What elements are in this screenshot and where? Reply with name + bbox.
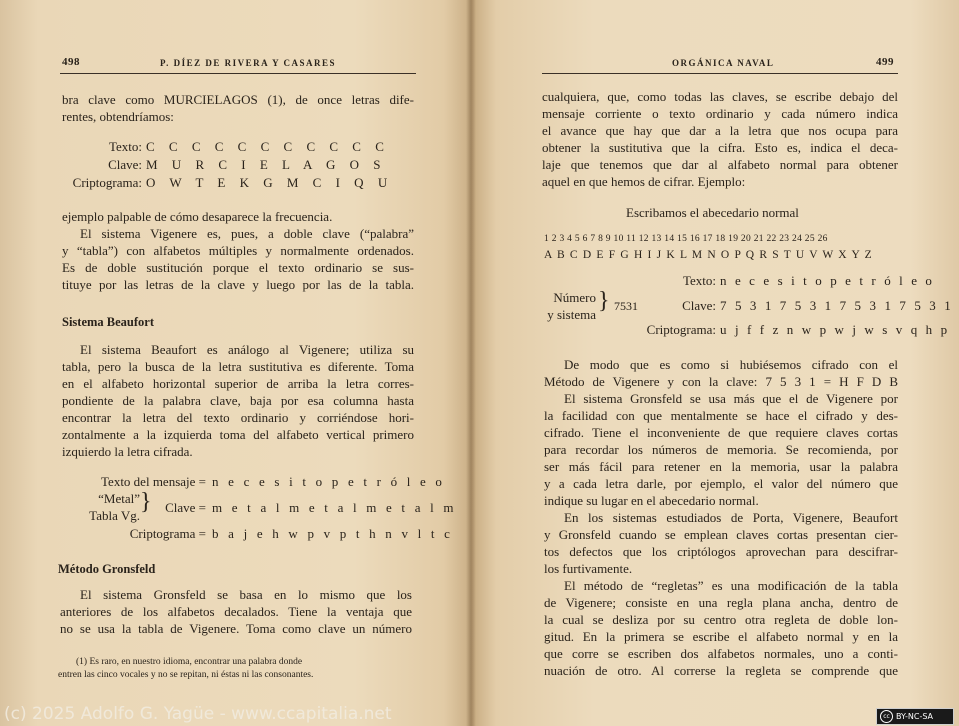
alphabet-letters: A B C D E F G H I J K L M N O P Q R S T U V W X Y Z — [544, 249, 873, 261]
example-label: Texto del mensaje = — [101, 474, 206, 489]
example-value: n e c e s i t o p e t r ó l e o — [212, 474, 446, 489]
running-head: ORGÁNICA NAVAL — [672, 58, 775, 68]
example-label: y sistema — [547, 307, 596, 322]
text-line: De modo que es como si hubiésemos cifrado con el — [564, 357, 898, 372]
example-label: Texto: — [108, 139, 142, 154]
license-badge — [876, 708, 954, 725]
example-label: Criptograma: — [646, 322, 716, 337]
text-line: El sistema Beaufort es análogo al Vigenere; utiliza su — [80, 342, 414, 357]
example-value: M U R C I E L A G O S — [146, 157, 386, 172]
text-line: Método de Vigenere y con la clave: 7 5 3 1 = H F D B — [544, 374, 898, 389]
footnote: (1) Es raro, en nuestro idioma, encontrar una palabra donde — [76, 657, 303, 667]
example-label: Número — [553, 290, 596, 305]
text-line: de Vigenere; consiste en una regla plana ancha, dentro de — [544, 595, 898, 610]
example-value: m e t a l m e t a l m e t a l m — [212, 500, 457, 515]
text-line: El sistema Gronsfeld se basa en lo mismo que los — [80, 587, 412, 602]
text-line: Es de doble sustitución porque el texto ordinario se sus- — [62, 260, 414, 275]
example-value: O W T E K G M C I Q U — [146, 175, 393, 190]
text-line: obtener la sustitutiva que la cifra. Esto es, indica el deca- — [542, 140, 898, 155]
example-value: C C C C C C C C C C C — [146, 139, 390, 154]
header-rule — [60, 73, 416, 74]
example-label: Clave = — [165, 500, 206, 515]
abecedario-title: Escribamos el abecedario normal — [626, 205, 799, 220]
text-line: ejemplo palpable de cómo desaparece la frecuencia. — [62, 209, 333, 224]
text-line: gitud. En la primera se escribe el alfabeto normal y en la — [544, 629, 898, 644]
text-line: tabla, pero la busca de la letra sustitutiva es diferente. Toma — [62, 359, 414, 374]
text-line: bra clave como MURCIELAGOS (1), de once letras dife- — [62, 92, 414, 107]
example-label: Criptograma = — [129, 526, 206, 541]
alphabet-numbers: 1 2 3 4 5 6 7 8 9 10 11 12 13 14 15 16 17 18 19 20 21 22 23 24 25 26 — [544, 234, 828, 244]
text-line: que corre se escriben dos alfabetos normales, uno a conti- — [544, 646, 898, 661]
text-line: y Gronsfeld cuando se emplean claves cortas presentan cier- — [544, 527, 898, 542]
cc-icon: cc — [880, 710, 893, 723]
book-spine — [466, 0, 476, 726]
text-line: El método de “regletas” es una modificación de la tabla — [564, 578, 898, 593]
text-line: indique su lugar en el abecedario normal. — [544, 493, 759, 508]
text-line: para recordar los números de memoria. Se recomienda, por — [544, 442, 898, 457]
text-line: El sistema Gronsfeld se usa más que el de Vigenere por — [564, 391, 898, 406]
text-line: zontalmente a la izquierda toma del alfabeto vertical primero — [62, 427, 414, 442]
watermark-text: (c) 2025 Adolfo G. Yagüe - www.ccapitalia.net — [4, 704, 392, 724]
text-line: pondiente de la palabra clave, baja por esa columna hasta — [62, 393, 414, 408]
text-line: el avance que hay que dar a la letra que nos ocupa para — [542, 123, 898, 138]
footnote: entren las cinco vocales y no se repitan, ni éstas ni las consonantes. — [58, 670, 314, 680]
text-line: la cual se desliza por su centro otra regleta de doble lon- — [544, 612, 898, 627]
running-head: P. DÍEZ DE RIVERA Y CASARES — [160, 58, 337, 68]
page-number: 499 — [876, 56, 894, 68]
section-heading: Método Gronsfeld — [58, 562, 156, 576]
example-label: Tabla Vg. — [89, 508, 140, 523]
text-line: aquel en que hemos de cifrar. Ejemplo: — [542, 174, 746, 189]
watermark — [0, 704, 959, 726]
text-line: mensaje corriente o texto ordinario y cada número indica — [542, 106, 898, 121]
text-line: tos defectos que los criptólogos aprovechan para descifrar- — [544, 544, 898, 559]
text-line: laje que tenemos que dar al alfabeto normal para obtener — [542, 157, 898, 172]
text-line: En los sistemas estudiados de Porta, Vigenere, Beaufort — [564, 510, 898, 525]
text-line: nuación de otro. Al correrse la regleta se comprende que — [544, 663, 898, 678]
example-label: Clave: — [682, 298, 716, 313]
brace-icon: } — [598, 288, 610, 314]
text-line: los furtivamente. — [544, 561, 633, 576]
example-value: u j f f z n w p w j w s v q h p — [720, 322, 950, 337]
license-label: BY-NC-SA — [896, 712, 934, 721]
text-line: ser más fácil para retener en la memoria, usar la palabra — [544, 459, 898, 474]
text-line: encontrar la letra del texto ordinario y corriéndose hori- — [62, 410, 414, 425]
example-value: n e c e s i t o p e t r ó l e o — [720, 273, 935, 288]
text-line: rentes, obtendríamos: — [62, 109, 174, 124]
header-rule — [542, 73, 898, 74]
example-label: Clave: — [108, 157, 142, 172]
example-label: Texto: — [682, 273, 716, 288]
page-number: 498 — [62, 56, 80, 68]
text-line: tituye por las letras de la clave y luego por las de la tabla. — [62, 277, 414, 292]
example-label: Criptograma: — [72, 175, 142, 190]
right-page — [472, 0, 959, 726]
text-line: en el alfabeto horizontal superior de arriba la letra corres- — [62, 376, 414, 391]
text-line: cualquiera, que, como todas las claves, se escribe debajo del — [542, 89, 898, 104]
brace-icon: } — [140, 489, 152, 515]
text-line: anteriores de los alfabetos decalados. Tiene la ventaja que — [60, 604, 412, 619]
example-label: “Metal” — [98, 491, 140, 506]
section-heading: Sistema Beaufort — [62, 315, 154, 329]
key-number: 7531 — [614, 299, 638, 313]
text-line: El sistema Vigenere es, pues, a doble clave (“palabra” — [80, 226, 414, 241]
text-line: y “tabla”) con alfabetos múltiples y normalmente ordenados. — [62, 243, 414, 258]
text-line: izquierdo la letra cifrada. — [62, 444, 193, 459]
example-value: 7 5 3 1 7 5 3 1 7 5 3 1 7 5 3 1 — [720, 298, 954, 313]
example-value: b a j e h w p v p t h n v l t c — [212, 526, 454, 541]
text-line: y a cada letra darle, por ejemplo, el valor del número que — [544, 476, 898, 491]
text-line: cifrado. Tiene el inconveniente de que requiere claves cortas — [544, 425, 898, 440]
text-line: la facilidad con que mentalmente se hace el cifrado y des- — [544, 408, 898, 423]
left-page — [0, 0, 472, 726]
text-line: no se usa la tabla de Vigenere. Toma como clave un número — [60, 621, 412, 636]
